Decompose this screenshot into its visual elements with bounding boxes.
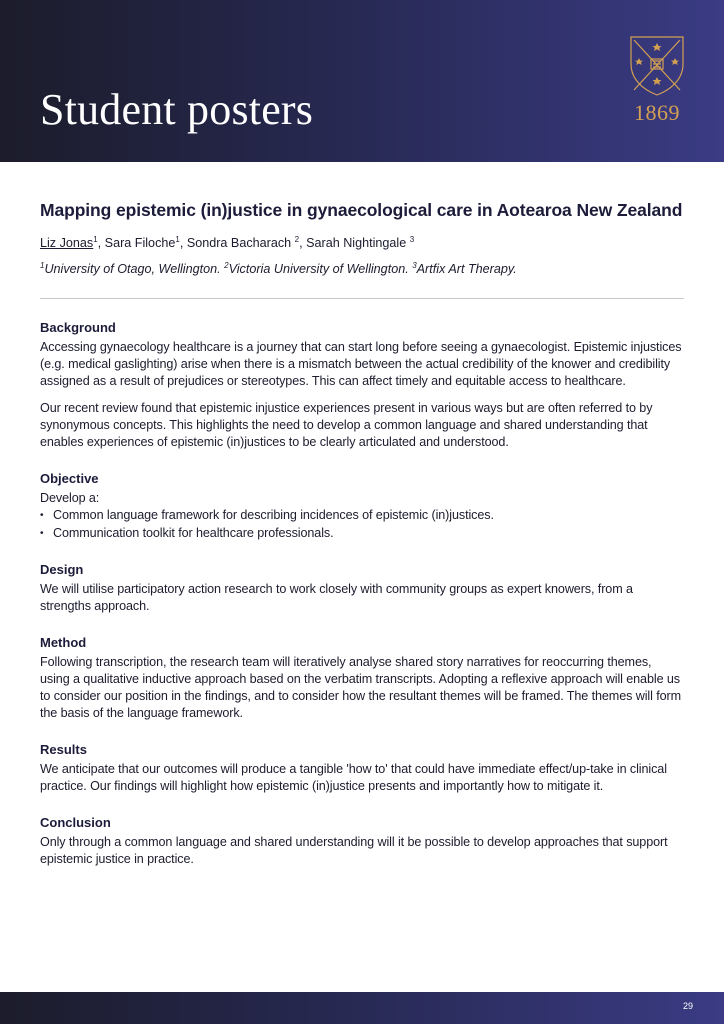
list-item-text: Communication toolkit for healthcare professionals. bbox=[53, 525, 334, 540]
section-heading: Results bbox=[40, 742, 87, 757]
section-paragraph: Our recent review found that epistemic injustice experiences present in various ways but are often referred to by synonymous concepts. This highlights the need to develop a common language and shared understanding that enables experiences of epistemic (in)justices to be clearly articulated and understood. bbox=[40, 401, 653, 449]
section-paragraph: Develop a: bbox=[40, 491, 100, 505]
section-paragraph: Accessing gynaecology healthcare is a journey that can start long before seeing a gynaecologist. Epistemic injustices (e.g. medical gaslighting) arise when there is a mismatch between the actual credibility of the knower and credibility assigned as a result of prejudices or stereotypes. This can affect timely and equitable access to healthcare. bbox=[40, 340, 682, 388]
affiliation-text: Victoria University of Wellington. bbox=[228, 262, 413, 276]
bullet-icon: • bbox=[40, 527, 44, 539]
section-paragraph: Only through a common language and shared understanding will it be possible to develop approaches that support epistemic justice in practice. bbox=[40, 835, 668, 866]
section-heading: Background bbox=[40, 320, 116, 335]
results-section bbox=[40, 741, 684, 795]
affiliation-mark: 2 bbox=[224, 261, 229, 270]
page-footer bbox=[0, 992, 724, 1024]
objective-list bbox=[40, 507, 684, 542]
university-crest-icon bbox=[626, 34, 688, 103]
section-paragraph: We anticipate that our outcomes will produce a tangible 'how to' that could have immediate effect/up-take in clinical practice. Our findings will highlight how epistemic (in)justice presents and importantly how to mitigate it. bbox=[40, 762, 667, 793]
section-paragraph: We will utilise participatory action research to work closely with community groups as expert knowers, from a strengths approach. bbox=[40, 582, 633, 613]
page-title: Student posters bbox=[40, 85, 314, 134]
affiliation-mark: 3 bbox=[412, 261, 417, 270]
author-name: Liz Jonas bbox=[40, 236, 94, 250]
author-list bbox=[40, 235, 684, 251]
section-heading: Objective bbox=[40, 471, 99, 486]
list-item bbox=[40, 507, 684, 525]
poster-title: Mapping epistemic (in)justice in gynaecological care in Aotearoa New Zealand bbox=[40, 200, 683, 220]
author-name: Sara Filoche bbox=[104, 236, 176, 250]
page-header bbox=[0, 0, 724, 162]
affiliation-mark: 1 bbox=[40, 261, 45, 270]
background-section bbox=[40, 319, 684, 451]
section-heading: Conclusion bbox=[40, 815, 111, 830]
crest-year: 1869 bbox=[634, 100, 680, 125]
affiliation-list bbox=[40, 261, 684, 277]
list-item-text: Common language framework for describing incidences of epistemic (in)justices. bbox=[53, 508, 494, 522]
author-separator: , bbox=[97, 236, 105, 250]
author-affiliation-mark: 2 bbox=[294, 235, 300, 244]
author-separator: , bbox=[179, 236, 187, 250]
design-section bbox=[40, 561, 684, 615]
method-section bbox=[40, 634, 684, 722]
author-name: Sarah Nightingale bbox=[306, 236, 407, 250]
section-paragraph: Following transcription, the research team will iteratively analyse shared story narratives for reoccurring themes, using a qualitative inductive approach based on the verbatim transcripts. Adopting a reflexive approach will enable us to consider our position in the findings, and to consider how the resultant themes will be framed. The themes will form the basis of the language framework. bbox=[40, 655, 681, 720]
bullet-icon: • bbox=[40, 510, 44, 521]
page-number: 29 bbox=[682, 1001, 693, 1011]
objective-section bbox=[40, 470, 684, 542]
conclusion-section bbox=[40, 814, 684, 868]
author-separator: , bbox=[299, 236, 307, 250]
section-divider bbox=[40, 298, 684, 299]
affiliation-text: Artfix Art Therapy. bbox=[416, 262, 517, 276]
author-name: Sondra Bacharach bbox=[186, 236, 292, 250]
author-affiliation-mark: 1 bbox=[93, 235, 98, 244]
section-heading: Method bbox=[40, 635, 87, 650]
poster-content bbox=[40, 200, 684, 868]
section-heading: Design bbox=[40, 562, 84, 577]
affiliation-text: University of Otago, Wellington. bbox=[44, 262, 225, 276]
list-item bbox=[40, 525, 684, 543]
author-affiliation-mark: 1 bbox=[175, 235, 180, 244]
author-affiliation-mark: 3 bbox=[409, 235, 415, 244]
